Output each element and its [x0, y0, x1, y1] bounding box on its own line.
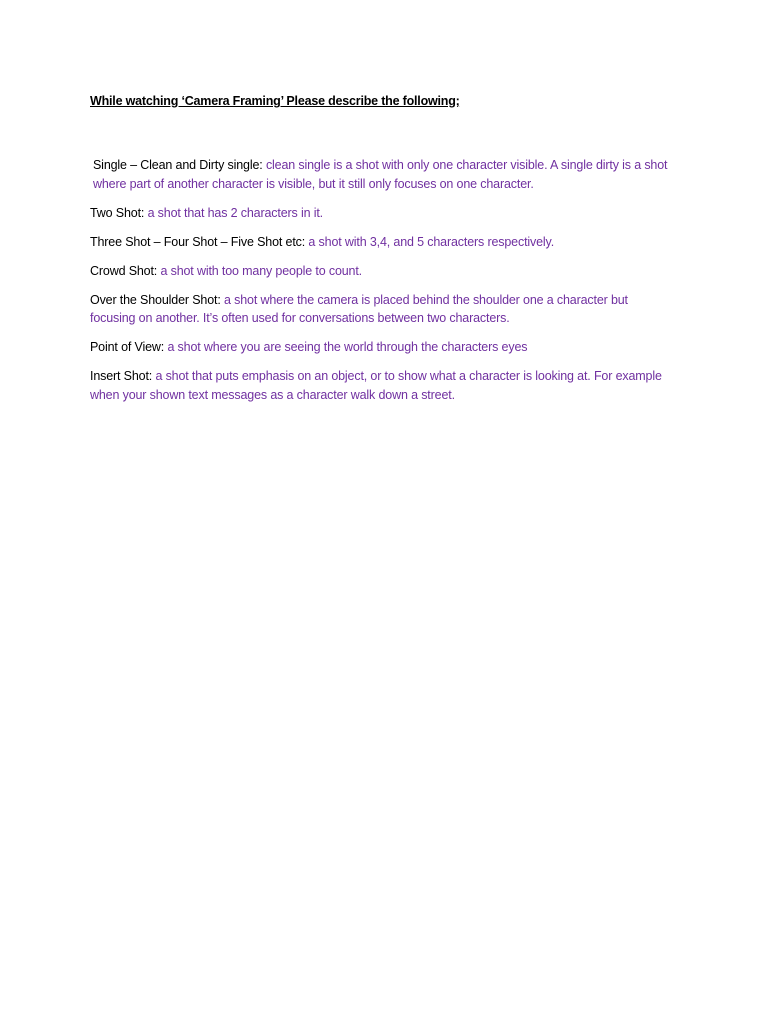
entry-term: Single – Clean and Dirty single:	[93, 158, 266, 172]
entry-crowd-shot	[90, 262, 670, 281]
entry-term: Three Shot – Four Shot – Five Shot etc:	[90, 234, 309, 249]
entry-answer: a shot with 3,4, and 5 characters respectively.	[308, 234, 555, 249]
entry-term: Two Shot:	[90, 205, 148, 220]
entry-term: Point of View:	[90, 340, 168, 354]
entry-answer: a shot that has 2 characters in it.	[147, 205, 323, 220]
entry-term: Insert Shot:	[90, 369, 156, 383]
entry-answer: a shot with too many people to count.	[160, 263, 362, 278]
entry-answer: a shot that puts emphasis on an object, or to show what a character is looking at. For example when your shown text messages as a character walk down a street.	[90, 369, 662, 402]
document-body	[90, 92, 670, 415]
entry-point-of-view	[90, 338, 670, 357]
entry-answer: a shot where you are seeing the world through the characters eyes	[167, 340, 528, 354]
entry-two-shot	[90, 204, 670, 223]
entry-term: Over the Shoulder Shot:	[90, 292, 224, 307]
entry-insert-shot	[90, 367, 670, 404]
worksheet-heading: While watching ‘Camera Framing’ Please describe the following;	[90, 94, 460, 108]
entry-answer: a shot where the camera is placed behind the shoulder one a character but focusing on another. It’s often used for conversations between two characters.	[90, 292, 628, 325]
entry-single	[90, 156, 670, 193]
entry-answer: clean single is a shot with only one character visible. A single dirty is a shot where part of another character is visible, but it still only focuses on one character.	[93, 158, 668, 191]
entry-three-four-five-shot	[90, 233, 670, 252]
entry-over-the-shoulder-shot	[90, 291, 670, 328]
entry-term: Crowd Shot:	[90, 263, 161, 278]
